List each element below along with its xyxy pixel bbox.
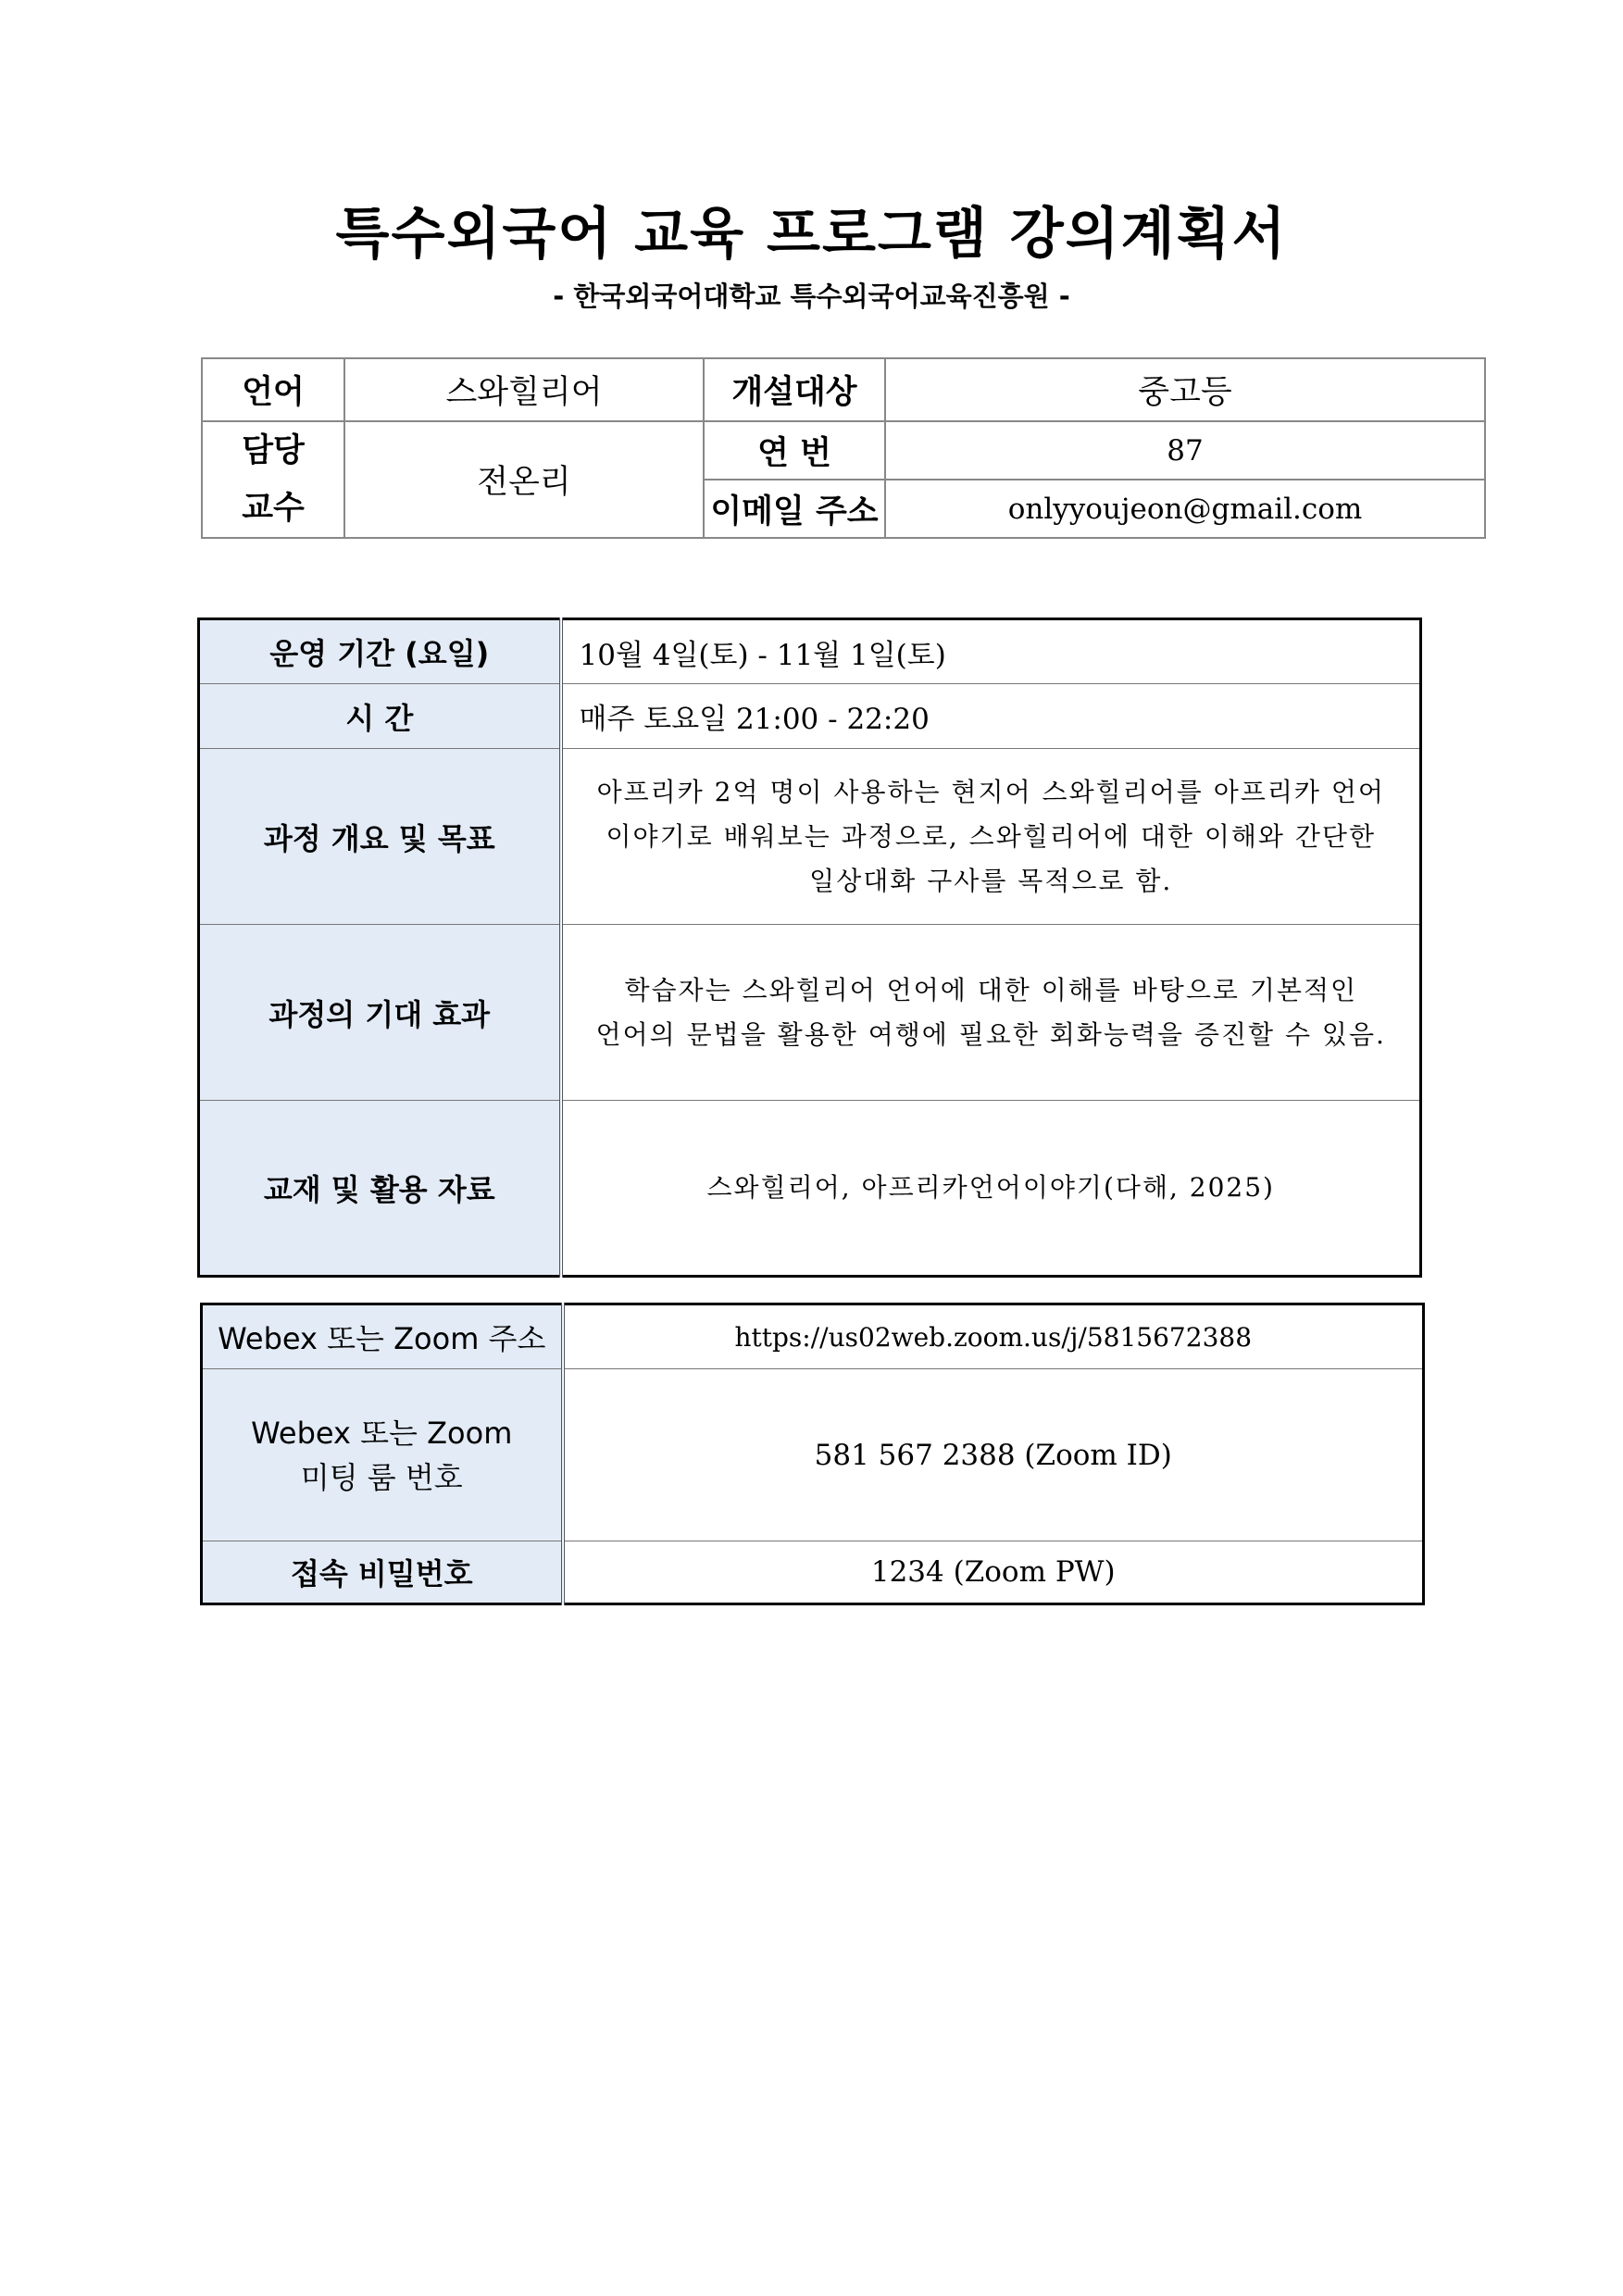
overview-line: 일상대화 구사를 목적으로 함. xyxy=(809,865,1173,896)
language-label: 언어 xyxy=(202,358,344,421)
page-title: 특수외국어 교육 프로그램 강의계획서 xyxy=(335,202,1288,267)
email-value[interactable]: onlyyoujeon@gmail.com xyxy=(885,480,1485,538)
time-value: 매주 토요일 21:00 - 22:20 xyxy=(561,684,1421,749)
language-value: 스와힐리어 xyxy=(344,358,704,421)
instructor-value: 전온리 xyxy=(344,421,704,538)
target-value: 중고등 xyxy=(885,358,1485,421)
instructor-label-line2: 교수 xyxy=(242,490,305,527)
serial-label: 연 번 xyxy=(704,421,885,480)
course-table xyxy=(197,618,1422,1278)
email-label: 이메일 주소 xyxy=(704,480,885,538)
password-value: 1234 (Zoom PW) xyxy=(563,1541,1424,1604)
serial-value: 87 xyxy=(885,421,1485,480)
period-value: 10월 4일(토) - 11월 1일(토) xyxy=(561,619,1421,684)
overview-value xyxy=(561,749,1421,925)
meeting-room-label xyxy=(202,1369,563,1541)
password-label: 접속 비밀번호 xyxy=(202,1541,563,1604)
instructor-label-line1: 담당 xyxy=(242,432,305,469)
effect-line: 언어의 문법을 활용한 여행에 필요한 회화능력을 증진할 수 있음. xyxy=(595,1018,1386,1050)
info-table xyxy=(201,357,1486,539)
meeting-address-link[interactable]: https://us02web.zoom.us/j/5815672388 xyxy=(563,1304,1424,1369)
meeting-room-value: 581 567 2388 (Zoom ID) xyxy=(563,1369,1424,1541)
effect-line: 학습자는 스와힐리어 언어에 대한 이해를 바탕으로 기본적인 xyxy=(624,974,1358,1005)
page-subtitle: - 한국외국어대학교 특수외국어교육진흥원 - xyxy=(553,281,1070,312)
effect-value xyxy=(561,925,1421,1101)
instructor-label xyxy=(202,421,344,538)
overview-line: 이야기로 배워보는 과정으로, 스와힐리어에 대한 이해와 간단한 xyxy=(606,820,1377,852)
period-label: 운영 기간 (요일) xyxy=(199,619,561,684)
meeting-address-label: Webex 또는 Zoom 주소 xyxy=(202,1304,563,1369)
effect-label: 과정의 기대 효과 xyxy=(199,925,561,1101)
meeting-room-label-line1: Webex 또는 Zoom xyxy=(251,1415,513,1451)
time-label: 시 간 xyxy=(199,684,561,749)
meeting-room-label-line2: 미팅 룸 번호 xyxy=(300,1459,463,1495)
materials-value: 스와힐리어, 아프리카언어이야기(다해, 2025) xyxy=(561,1101,1421,1277)
target-label: 개설대상 xyxy=(704,358,885,421)
materials-label: 교재 및 활용 자료 xyxy=(199,1101,561,1277)
overview-label: 과정 개요 및 목표 xyxy=(199,749,561,925)
meeting-table xyxy=(200,1303,1425,1605)
overview-line: 아프리카 2억 명이 사용하는 현지어 스와힐리어를 아프리카 언어 xyxy=(596,776,1385,807)
